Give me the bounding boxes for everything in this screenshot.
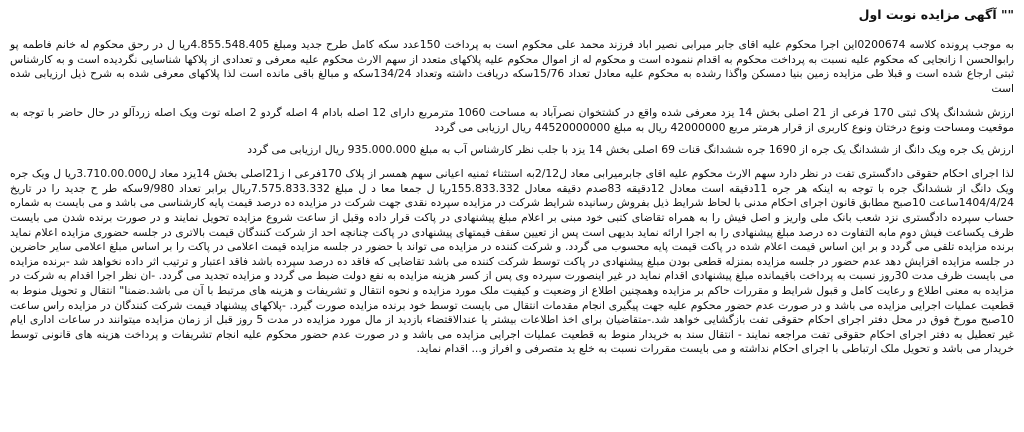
notice-qanat-valuation: ارزش یک جره ویک دانگ از ششدانگ یک جره از 1690 جره ششدانگ قنات 69 اصلی بخش 14 یزد با جلب نظر کارشناس آب به مبلغ 935.000.000 ریال ارزیابی می گردد	[247, 142, 1014, 156]
notice-auction-terms: لذا اجرای احکام حقوقی دادگستری تفت در نظر دارد سهم الارث محکوم علیه اقای جابرمیرابی معاد ل2/12به استثناء ثمنیه اعیانی سهم همسر از پلاک 170فرعی ا ز21اصلی بخش 14یزد معاد ل3.710.00.000ریا ل ویک جره ویک دانگ از ششدانگ جره با توجه به اینکه هر جره 11دقیقه است معادل 12دقیقه 83صدم دقیقه معادل 155.833.332ریا ل جمعا معا د ل مبلغ 7.575.833.332ریال برابر تعداد 9/980سکه طر ح جدید را در تاریخ 1404/4/24ساعت 10صبح مطابق قانون اجرای احکام مدنی با لحاظ شرایط ذیل بفروش رسانیده شرایط شرکت در مزایده سپرده نقدی جهت شرکت در مزایده ده درصد قیمت پایه کارشناسی می باشد و می بایست به شماره حساب سپرده دادگستری نزد شعب بانک ملی واریز و اصل فیش را به همراه تقاضای کتبی خود مبنی بر اعلام مبلغ پیشنهادی در پاکت قرار داده وقبل از ساعت شروع مزایده تحویل نمایند و در صورت برنده شدن می بایست ظرف یکساعت فیش دوم مابه التفاوت ده درصد مبلغ پیشنهادی را به اجرا ارائه نماید بدیهی است پس از تعیین سقف قیمتهای پیشنهادی در پاکت چنانچه احد از شرکت کنندگان قیمت بالاتری در جلسه حضوری مزایده اعلام نماید برنده مزایده تلقی می گردد و بر این اساس قیمت اعلام شده در پاکت قیمت پایه محسوب می گردد. و شرکت کننده در مزایده می تواند با حضور در جلسه مزایده قیمت اعلامی در پاکت را بر اساس مبلغ اعلامی سایر حاضرین در جلسه مزایده افزایش دهد عدم حضور در جلسه مزایده بمنزله قطعی بودن مبلغ پیشنهادی در پاکت توسط شرکت کننده می باشد تقاضایی که فاقد ده درصد سپرده باشد فاقد اعتبار و ترتیب اثر داده نخواهد شد -برنده مزایده می بایست ظرف مدت 30روز نسبت به پرداخت باقیمانده مبلغ پیشنهادی اقدام نماید در غیر اینصورت سپرده وی پس از کسر هزینه مزایده به نفع دولت ضبط می گردد و مزایده تجدید می گردد. -ان نظر اجرا اقدام به شرکت در مزایده به معنی اطلاع و رعایت کامل و قبول شرایط و مقررات حاکم بر مزایده وهمچنین اطلاع از وضعیت و کیفیت ملک مورد مزایده و نحوه انتقال و تشریفات و هزینه های مرتبط با آن می باشد.ضمنا" انتقال و تحویل منوط به قطعیت عملیات اجرایی مزایده می باشد و در صورت عدم حضور محکوم علیه جهت پیگیری انجام مقدمات انتقال می بایست توسط خود برنده مزایده صورت گیرد. -پلاکهای پیشنهاد قیمت شرکت کنندگان در مزایده راس ساعت 10صبح مورخ فوق در محل دفتر اجرای احکام حقوقی تفت بازگشایی خواهد شد.-متقاضیان برای اخذ اطلاعات بیشتر یا عندالاقتضاء بازدید از مال مورد مزایده در مدت 5 روز قبل از زمان مزایده میتوانند در ساعات اداری ایام غیر تعطیل به دفتر اجرای احکام حقوقی تفت مراجعه نمایند - انتقال سند به خریدار منوط به قطعیت عملیات اجرایی مزایده می باشد و در صورت عدم حضور محکوم علیه انجام تشریفات و پرداخت هزینه های قانونی توسط خریدار می باشد و تحویل ملک ارتباطی با اجرای احکام نداشته و می بایست مقررات نسبت به خلع ید متصرفی و افراز و... اقدام نماید.	[10, 167, 1015, 356]
notice-case-background: به موجب پرونده کلاسه 0200674این اجرا محکوم علیه اقای جابر میرابی نصیر اباد فرزند محمد علی محکوم است به پرداخت 150عدد سکه کامل طرح جدید ومبلغ 4.855.548.405ریا ل در رحق محکوم له خانم فاطمه پو رابوالحسن ا زانجایی که محکوم علیه نسبت به پرداخت محکوم به اقدام ننموده است و محکوم له از اموال محکوم علیه پلاکهای متعدد از سهم الارث محکوم علیه معرفی و تعدادی از پلاکها شناسایی نگردیده است و به کارشناس ثبتی ارجاع شده است و قبلا طی مزایده زمین بنیا دمسکن واگذا رشده به محکوم علیه معادل تعداد 15/76سکه دریافت داشته وتعداد 134/24سکه و مبالغ باقی مانده است لذا پلاکهای معرفی شده به شرح ذیل ارزیابی شده است	[10, 38, 1014, 95]
notice-title: "" آگهی مزایده نوبت اول	[858, 7, 1014, 22]
notice-plot-valuation: ارزش ششدانگ پلاک ثبتی 170 فرعی از 21 اصلی بخش 14 یزد معرفی شده واقع در کشتخوان نصرآباد به مساحت 1060 مترمربع دارای 12 اصله بادام 4 اصله گردو 2 اصله توت ویک اصله زردآلو در حال حاضر با توجه به موقعیت ومساحت ونوع درختان ونوع کاربری از قرار هرمتر مربع 42000000 ریال به مبلغ 44520000000 ریال ارزیابی می گردد	[10, 106, 1014, 134]
